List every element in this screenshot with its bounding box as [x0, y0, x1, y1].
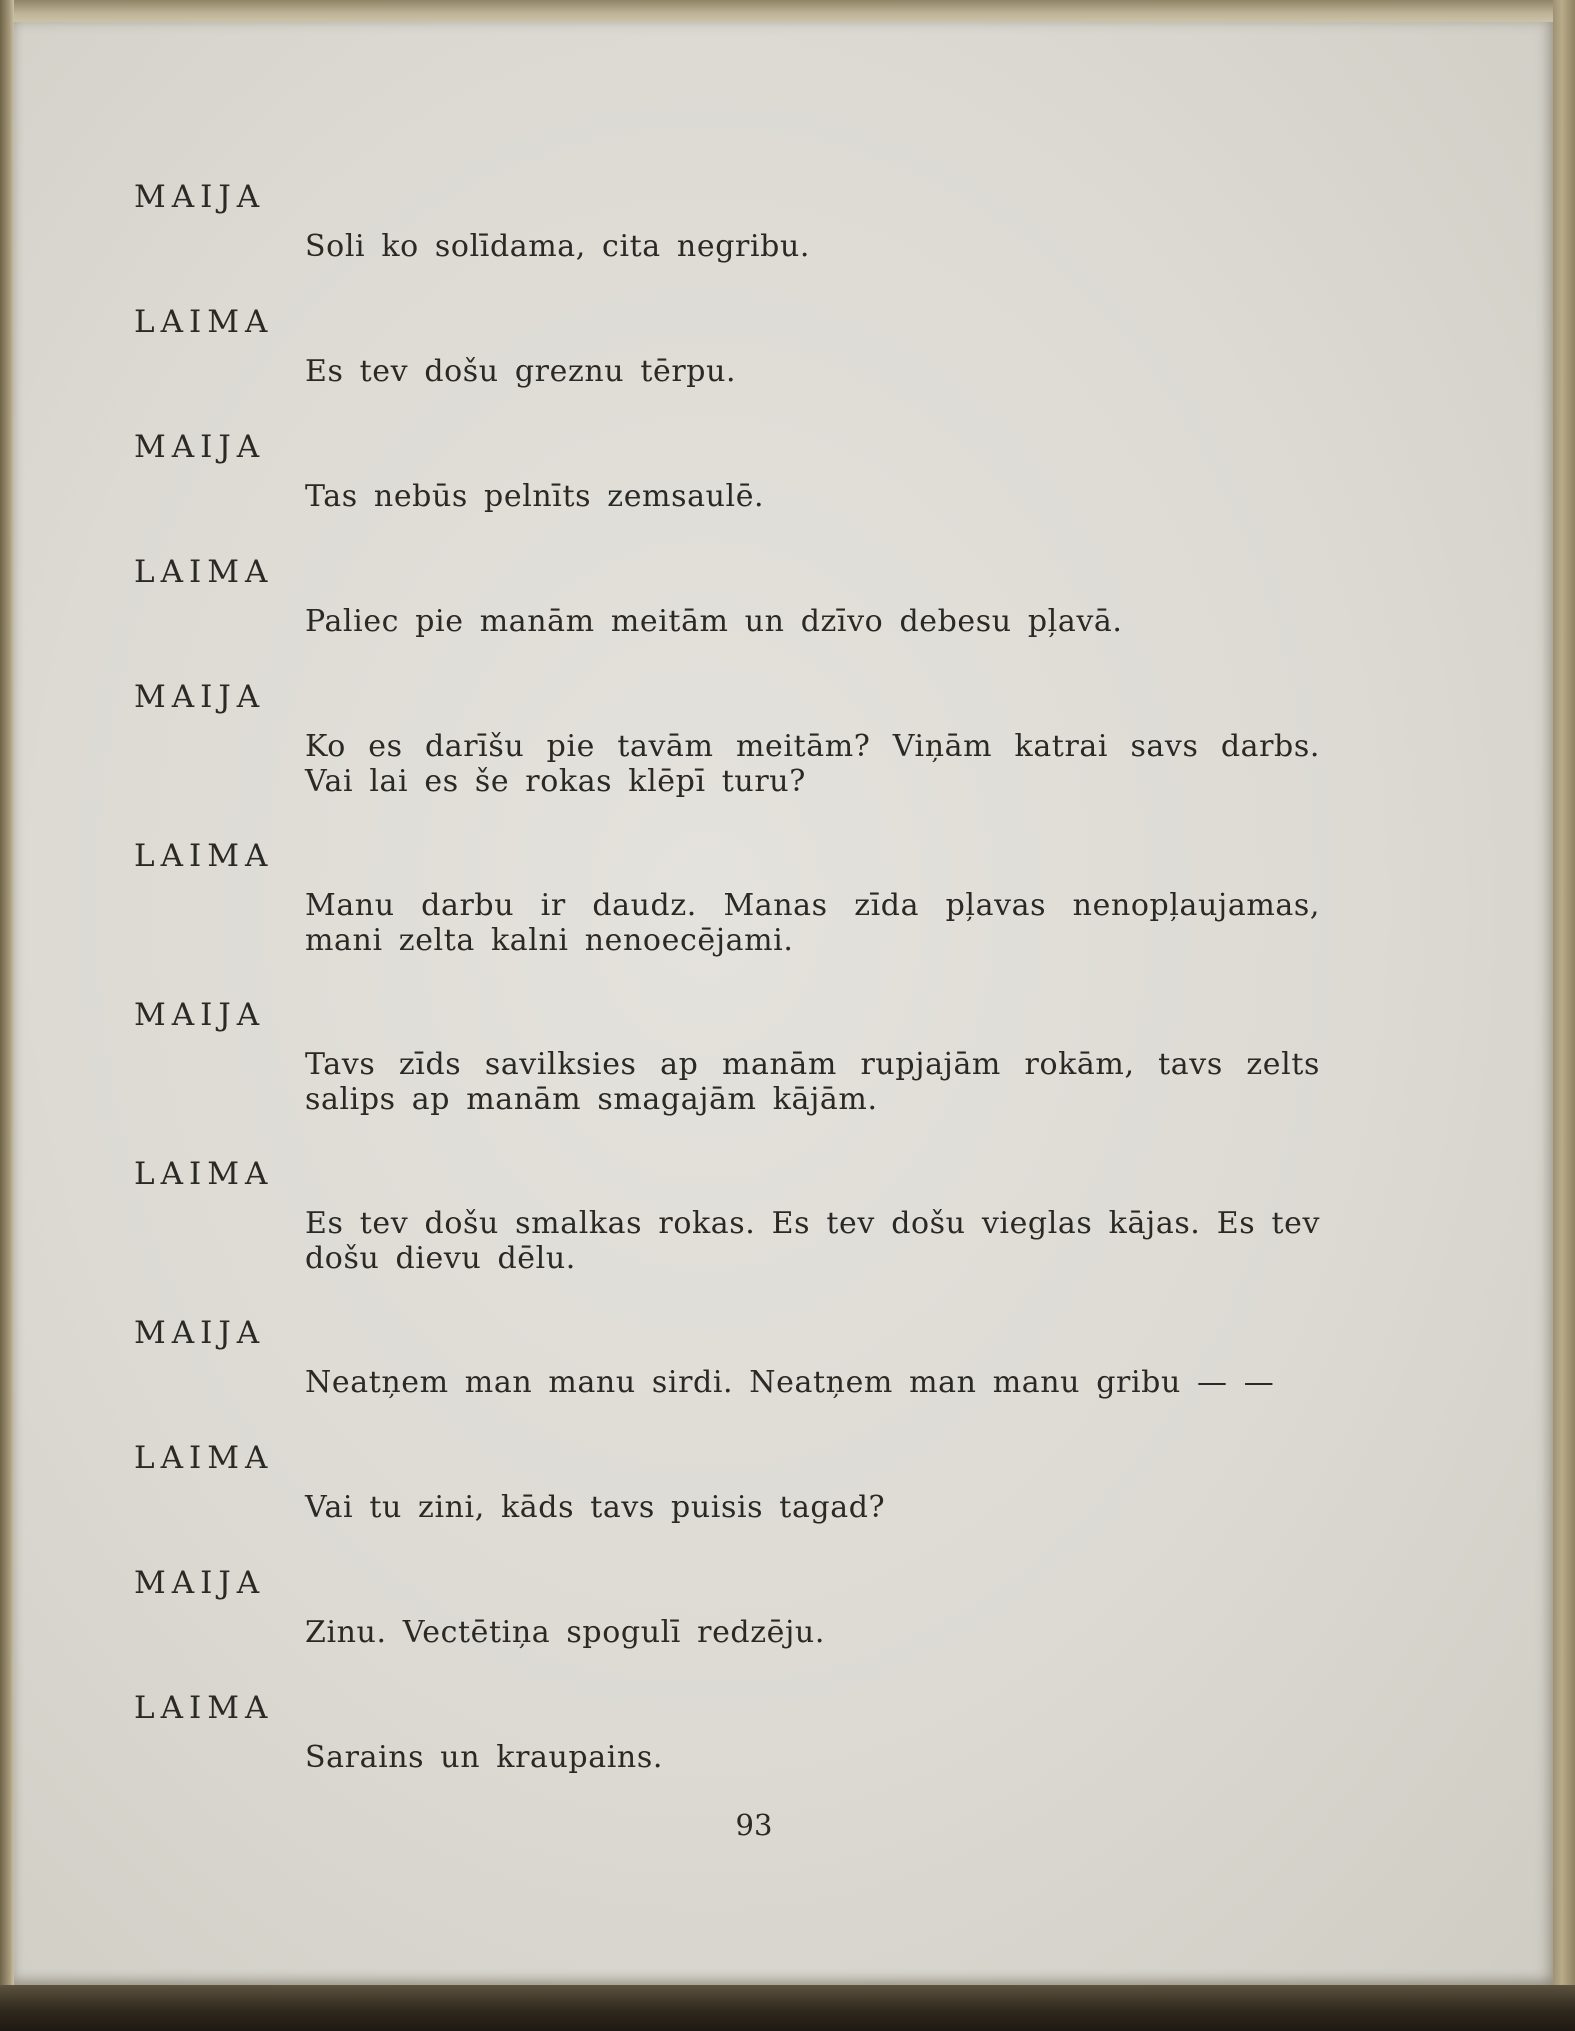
speaker-name: LAIMA: [134, 1156, 274, 1192]
dialogue-line: Vai tu zini, kāds tavs puisis tagad?: [305, 1490, 886, 1525]
dialogue-line: Tavs zīds savilksies ap manām rupjajām rokām, tavs zelts salips ap manām smagajām kājām.: [305, 1047, 1320, 1117]
dialogue-line: Tas nebūs pelnīts zemsaulē.: [305, 479, 765, 514]
speaker-name: LAIMA: [134, 1440, 274, 1476]
dialogue-line: Soli ko solīdama, cita negribu.: [305, 229, 811, 264]
dialogue-line: Neatņem man manu sirdi. Neatņem man manu gribu — —: [305, 1365, 1275, 1400]
book-edge-right: [1553, 0, 1575, 2031]
page-number: 93: [735, 1808, 773, 1842]
dialogue-line: Zinu. Vectētiņa spogulī redzēju.: [305, 1615, 825, 1650]
dialogue-line: Es tev došu smalkas rokas. Es tev došu vieglas kājas. Es tev došu dievu dēlu.: [305, 1206, 1320, 1276]
speaker-name: MAIJA: [134, 997, 266, 1033]
play-script: [14, 22, 1553, 1985]
book-edge-bottom: [0, 1985, 1575, 2031]
dialogue-line: Ko es darīšu pie tavām meitām? Viņām katrai savs darbs. Vai lai es še rokas klēpī turu?: [305, 729, 1320, 799]
speaker-name: MAIJA: [134, 1565, 266, 1601]
speaker-name: MAIJA: [134, 1315, 266, 1351]
speaker-name: LAIMA: [134, 838, 274, 874]
speaker-name: MAIJA: [134, 429, 266, 465]
speaker-name: LAIMA: [134, 1690, 274, 1726]
dialogue-line: Paliec pie manām meitām un dzīvo debesu pļavā.: [305, 604, 1123, 639]
dialogue-line: Es tev došu greznu tērpu.: [305, 354, 737, 389]
speaker-name: MAIJA: [134, 679, 266, 715]
speaker-name: MAIJA: [134, 179, 266, 215]
dialogue-line: Manu darbu ir daudz. Manas zīda pļavas nenopļaujamas, mani zelta kalni nenoecējami.: [305, 888, 1320, 958]
book-page: [14, 22, 1553, 1985]
dialogue-line: Sarains un kraupains.: [305, 1740, 663, 1775]
speaker-name: LAIMA: [134, 554, 274, 590]
book-edge-top: [0, 0, 1575, 22]
book-edge-left: [0, 0, 14, 2031]
speaker-name: LAIMA: [134, 304, 274, 340]
